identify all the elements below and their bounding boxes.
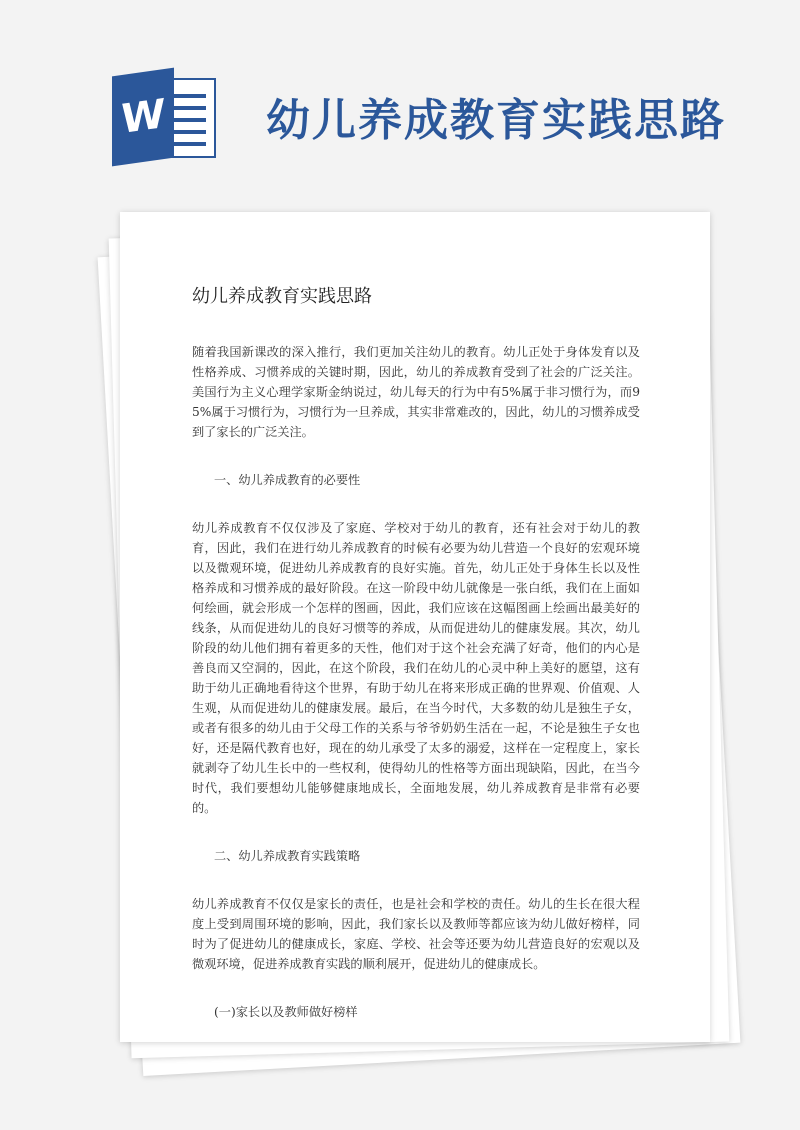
paragraph-intro: 随着我国新课改的深入推行，我们更加关注幼儿的教育。幼儿正处于身体发育以及性格养成、习惯养成的关键时期，因此，幼儿的养成教育受到了社会的广泛关注。美国行为主义心理学家斯金纳说过，幼儿每天的行为中有5%属于非习惯行为，而95%属于习惯行为，习惯行为一旦养成，其实非常难改的，因此，幼儿的习惯养成受到了家长的广泛关注。 — [192, 345, 640, 439]
paragraph-strategy: 幼儿养成教育不仅仅是家长的责任，也是社会和学校的责任。幼儿的生长在很大程度上受到周围环境的影响，因此，我们家长以及教师等都应该为幼儿做好榜样，同时为了促进幼儿的健康成长，家庭、学校、社会等还要为幼儿营造良好的宏观以及微观环境，促进养成教育实践的顺利展开，促进幼儿的健康成长。 — [192, 897, 640, 971]
document-body — [192, 342, 640, 1042]
page-title: 幼儿养成教育实践思路 — [192, 286, 372, 307]
section-heading-1: 一、幼儿养成教育的必要性 — [214, 473, 361, 487]
banner-title: 幼儿养成教育实践思路 — [266, 95, 726, 146]
document-page — [120, 212, 710, 1042]
word-letter-badge: W — [112, 68, 174, 167]
banner — [0, 0, 800, 200]
subsection-heading-1: (一)家长以及教师做好榜样 — [214, 1005, 358, 1019]
paragraph-necessity: 幼儿养成教育不仅仅涉及了家庭、学校对于幼儿的教育，还有社会对于幼儿的教育，因此，我们在进行幼儿养成教育的时候有必要为幼儿营造一个良好的宏观环境以及微观环境，促进幼儿养成教育的良好实施。首先，幼儿正处于身体生长以及性格养成和习惯养成的最好阶段。在这一阶段中幼儿就像是一张白纸，我们在上面如何绘画，就会形成一个怎样的图画，因此，我们应该在这幅图画上绘画出最美好的线条，从而促进幼儿的良好习惯等的养成，从而促进幼儿的健康发展。其次，幼儿阶段的幼儿他们拥有着更多的天性，他们对于这个社会充满了好奇，他们的内心是善良而又空洞的，因此，在这个阶段，我们在幼儿的心灵中种上美好的愿望，这有助于幼儿正确地看待这个世界，有助于幼儿在将来形成正确的世界观、价值观、人生观，从而促进幼儿的健康发展。最后，在当今时代，大多数的幼儿是独生子女，或者有很多的幼儿由于父母工作的关系与爷爷奶奶生活在一起，不论是独生子女也好，还是隔代教育也好，现在的幼儿承受了太多的溺爱，这样在一定程度上，家长就剥夺了幼儿生长中的一些权利，使得幼儿的性格等方面出现缺陷，因此，在当今时代，我们要想幼儿能够健康地成长，全面地发展，幼儿养成教育是非常有必要的。 — [192, 521, 640, 815]
word-document-icon — [112, 72, 222, 162]
section-heading-2: 二、幼儿养成教育实践策略 — [214, 849, 361, 863]
